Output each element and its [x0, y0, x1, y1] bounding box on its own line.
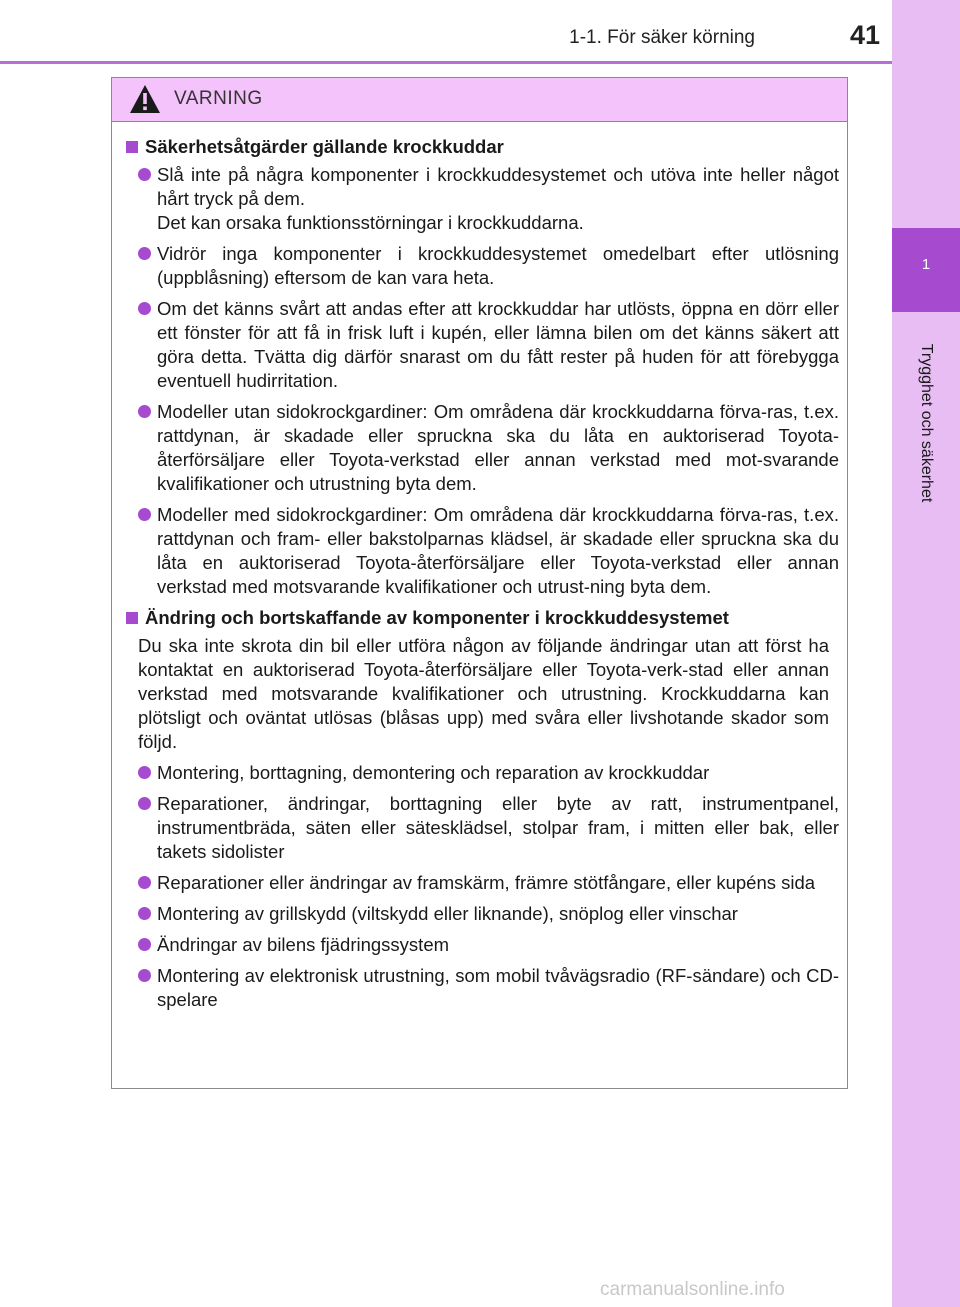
- bullet-item: [126, 902, 839, 926]
- dot-icon: [138, 797, 151, 810]
- bullet-text: Modeller med sidokrockgardiner: Om områdena där krockkuddarna förva-ras, t.ex. rattdynan och fram- eller bakstolparnas klädsel, är skadade eller spruckna ska du låta en auktoriserad Toyota-återförsäljare eller Toyota-verkstad eller annan verkstad med motsvarande kvalifikationer och utrust-ning byta dem.: [157, 504, 839, 597]
- bullet-item: [126, 400, 839, 496]
- warning-triangle-icon: [129, 84, 161, 119]
- dot-icon: [138, 247, 151, 260]
- dot-icon: [138, 969, 151, 982]
- section-heading-text: Ändring och bortskaffande av komponenter i krockkuddesystemet: [145, 607, 729, 628]
- section-heading: [126, 135, 839, 159]
- bullet-text: Montering av grillskydd (viltskydd eller liknande), snöplog eller vinschar: [157, 903, 738, 924]
- bullet-item: [126, 933, 839, 957]
- chapter-label: Trygghet och säkerhet: [918, 343, 935, 503]
- header-rule: [0, 61, 892, 64]
- section-heading-text: Säkerhetsåtgärder gällande krockkuddar: [145, 136, 504, 157]
- dot-icon: [138, 508, 151, 521]
- chapter-side-tab: [892, 0, 960, 1307]
- bullet-text: Montering av elektronisk utrustning, som mobil tvåvägsradio (RF-sändare) och CD-spelare: [157, 965, 839, 1010]
- bullet-item: [126, 871, 839, 895]
- warning-body: [112, 122, 847, 1012]
- bullet-item: [126, 964, 839, 1012]
- dot-icon: [138, 938, 151, 951]
- bullet-text: Reparationer, ändringar, borttagning eller byte av ratt, instrumentpanel, instrumentbräda, säten eller sätesklädsel, stolpar fram, i mitten eller bak, eller takets sidolister: [157, 793, 839, 862]
- bullet-text: Slå inte på några komponenter i krockkuddesystemet och utöva inte heller något hårt tryck på dem. Det kan orsaka funktionsstörningar i krockkuddarna.: [157, 164, 839, 233]
- dot-icon: [138, 405, 151, 418]
- bullet-text: Reparationer eller ändringar av framskärm, främre stötfångare, eller kupéns sida: [157, 872, 816, 893]
- bullet-text: Ändringar av bilens fjädringssystem: [157, 934, 450, 955]
- bullet-item: [126, 761, 839, 785]
- square-icon: [126, 141, 138, 153]
- chapter-number: 1: [921, 256, 931, 273]
- bullet-text: Modeller utan sidokrockgardiner: Om områdena där krockkuddarna förva-ras, t.ex. rattdynan, är skadade eller spruckna ska du låta en auktoriserad Toyota-återförsäljare eller Toyota-verkstad eller annan verkstad med mot-svarande kvalifikationer och utrustning byta dem.: [157, 401, 839, 494]
- page-number: 41: [849, 20, 880, 50]
- dot-icon: [138, 876, 151, 889]
- square-icon: [126, 612, 138, 624]
- dot-icon: [138, 168, 151, 181]
- bullet-text: Vidrör inga komponenter i krockkuddesystemet omedelbart efter utlösning (uppblåsning) eftersom de kan vara heta.: [157, 243, 839, 288]
- bullet-item: [126, 242, 839, 290]
- dot-icon: [138, 907, 151, 920]
- section-heading: [126, 606, 839, 630]
- warning-label: VARNING: [174, 88, 263, 109]
- bullet-item: [126, 163, 839, 235]
- dot-icon: [138, 302, 151, 315]
- dot-icon: [138, 766, 151, 779]
- bullet-text: Om det känns svårt att andas efter att krockkuddar har utlösts, öppna en dörr eller ett fönster för att få in frisk luft i kupén, eller lämna bilen om det känns säkert att göra detta. Tvätta dig därför snarast om du fått rester på huden för att förebygga eventuell hudirritation.: [157, 298, 839, 391]
- section-title: 1-1. För säker körning: [569, 27, 755, 48]
- bullet-item: [126, 297, 839, 393]
- warning-box: [111, 77, 848, 1089]
- warning-header: [112, 78, 847, 122]
- section-intro: Du ska inte skrota din bil eller utföra någon av följande ändringar utan att först ha kontaktat en auktoriserad Toyota-återförsäljare eller Toyota-verk-stad eller annan verkstad med motsvarande kvalifikationer och utrustning. Krockkuddarna kan plötsligt och oväntat utlösas (blåsas upp) med svåra eller livshotande skador som följd.: [138, 635, 829, 752]
- bullet-text: Montering, borttagning, demontering och reparation av krockkuddar: [157, 762, 710, 783]
- watermark: carmanualsonline.info: [600, 1279, 785, 1300]
- bullet-item: [126, 503, 839, 599]
- bullet-item: [126, 792, 839, 864]
